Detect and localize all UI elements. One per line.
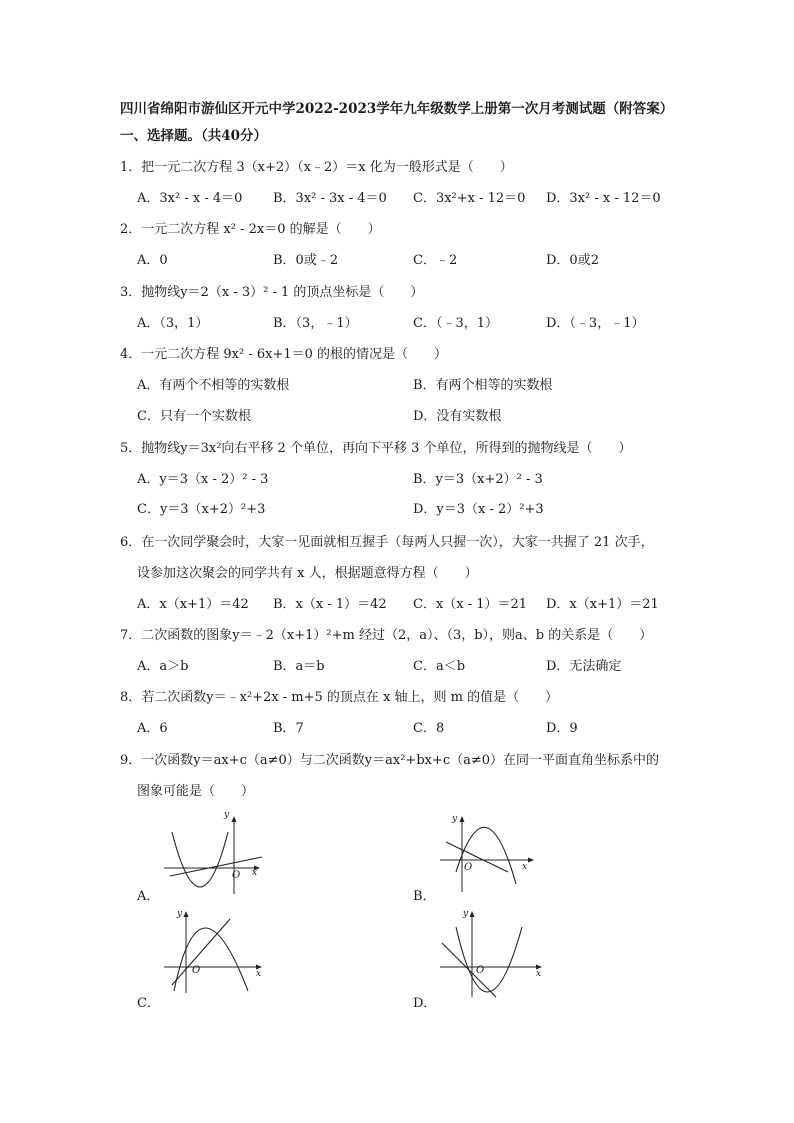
question-6-line2: 设参加这次聚会的同学共有 x 人，根据题意得方程（ ） bbox=[137, 566, 478, 581]
q4-option-c[interactable]: C．只有一个实数根 bbox=[137, 409, 251, 424]
question-6: 6．在一次同学聚会时，大家一见面就相互握手（每两人只握一次），大家一共握了 21 次手， bbox=[120, 535, 654, 550]
origin-label: O bbox=[476, 965, 485, 976]
axis-y-label: y bbox=[224, 810, 230, 820]
q8-option-c[interactable]: C．8 bbox=[413, 721, 445, 736]
q9-option-d[interactable]: D． bbox=[413, 996, 437, 1011]
q5-option-c[interactable]: C．y＝3（x+2）²+3 bbox=[137, 502, 266, 517]
q7-option-b[interactable]: B．a＝b bbox=[273, 659, 325, 674]
q7-option-d[interactable]: D．无法确定 bbox=[546, 659, 622, 674]
q5-option-b[interactable]: B．y＝3（x+2）² - 3 bbox=[413, 472, 543, 487]
axis-x-label: x bbox=[252, 868, 258, 878]
question-7: 7．二次函数的图象y＝﹣2（x+1）²+m 经过（2，a）、（3，b），则a、b 的关系是（ ） bbox=[120, 628, 653, 643]
question-9-line2: 图象可能是（ ） bbox=[137, 784, 255, 799]
question-8: 8．若二次函数y＝﹣x²+2x - m+5 的顶点在 x 轴上，则 m 的值是（ ） bbox=[120, 690, 559, 705]
q8-option-a[interactable]: A．6 bbox=[137, 721, 168, 736]
q9-option-b[interactable]: B． bbox=[413, 889, 436, 904]
q4-option-b[interactable]: B．有两个相等的实数根 bbox=[413, 378, 553, 393]
question-1: 1．把一元二次方程 3（x+2）（x﹣2）＝x 化为一般形式是（ ） bbox=[120, 160, 513, 175]
q4-option-d[interactable]: D．没有实数根 bbox=[413, 409, 502, 424]
q7-option-c[interactable]: C．a＜b bbox=[413, 659, 466, 674]
q6-option-b[interactable]: B．x（x - 1）＝42 bbox=[273, 597, 387, 612]
q1-option-c[interactable]: C．3x²+x - 12＝0 bbox=[413, 191, 526, 206]
axis-x-label: x bbox=[536, 969, 542, 979]
question-5: 5．抛物线y＝3x²向右平移 2 个单位，再向下平移 3 个单位，所得到的抛物线是（ ） bbox=[120, 441, 632, 456]
q3-option-c[interactable]: C．（﹣3，1） bbox=[413, 316, 498, 331]
q3-option-d[interactable]: D．（﹣3，﹣1） bbox=[546, 316, 645, 331]
q2-option-c[interactable]: C．﹣2 bbox=[413, 253, 458, 268]
q2-option-b[interactable]: B．0或﹣2 bbox=[273, 253, 339, 268]
q9-graph-d[interactable] bbox=[436, 905, 546, 1000]
origin-label: O bbox=[232, 870, 241, 881]
q3-option-a[interactable]: A．（3，1） bbox=[137, 316, 209, 331]
axis-x-label: x bbox=[522, 862, 528, 872]
q9-graph-b[interactable] bbox=[436, 812, 546, 897]
axis-y-label: y bbox=[177, 909, 183, 919]
q9-graph-a[interactable] bbox=[160, 812, 270, 897]
q1-option-a[interactable]: A．3x² - x - 4＝0 bbox=[137, 191, 243, 206]
q5-option-a[interactable]: A．y＝3（x - 2）² - 3 bbox=[137, 472, 269, 487]
axis-x-label: x bbox=[256, 969, 262, 979]
q9-option-c[interactable]: C． bbox=[137, 996, 160, 1011]
q1-option-b[interactable]: B．3x² - 3x - 4＝0 bbox=[273, 191, 387, 206]
exam-title: 四川省绵阳市游仙区开元中学2022-2023学年九年级数学上册第一次月考测试题（附答案） bbox=[120, 101, 674, 117]
q6-option-d[interactable]: D．x（x+1）＝21 bbox=[546, 597, 659, 612]
question-3: 3．抛物线y＝2（x - 3）² - 1 的顶点坐标是（ ） bbox=[120, 285, 424, 300]
q7-option-a[interactable]: A．a＞b bbox=[137, 659, 189, 674]
axis-y-label: y bbox=[452, 814, 458, 824]
q8-option-d[interactable]: D．9 bbox=[546, 721, 578, 736]
q3-option-b[interactable]: B．（3，﹣1） bbox=[273, 316, 358, 331]
q8-option-b[interactable]: B．7 bbox=[273, 721, 304, 736]
q2-option-a[interactable]: A．0 bbox=[137, 253, 168, 268]
q4-option-a[interactable]: A．有两个不相等的实数根 bbox=[137, 378, 290, 393]
axis-y-label: y bbox=[463, 909, 469, 919]
section-heading: 一、选择题。（共40分） bbox=[120, 128, 268, 144]
question-4: 4．一元二次方程 9x² - 6x+1＝0 的根的情况是（ ） bbox=[120, 347, 448, 362]
q6-option-c[interactable]: C．x（x - 1）＝21 bbox=[413, 597, 528, 612]
q5-option-d[interactable]: D．y＝3（x - 2）²+3 bbox=[413, 502, 544, 517]
q2-option-d[interactable]: D．0或2 bbox=[546, 253, 599, 268]
origin-label: O bbox=[464, 862, 473, 873]
question-2: 2．一元二次方程 x² - 2x＝0 的解是（ ） bbox=[120, 222, 381, 237]
origin-label: O bbox=[192, 965, 201, 976]
q1-option-d[interactable]: D．3x² - x - 12＝0 bbox=[546, 191, 661, 206]
q9-graph-c[interactable] bbox=[160, 905, 270, 995]
question-9: 9．一次函数y＝ax+c（a≠0）与二次函数y＝ax²+bx+c（a≠0）在同一平面直角坐标系中的 bbox=[120, 753, 660, 768]
q9-option-a[interactable]: A． bbox=[137, 889, 160, 904]
q6-option-a[interactable]: A．x（x+1）＝42 bbox=[137, 597, 249, 612]
